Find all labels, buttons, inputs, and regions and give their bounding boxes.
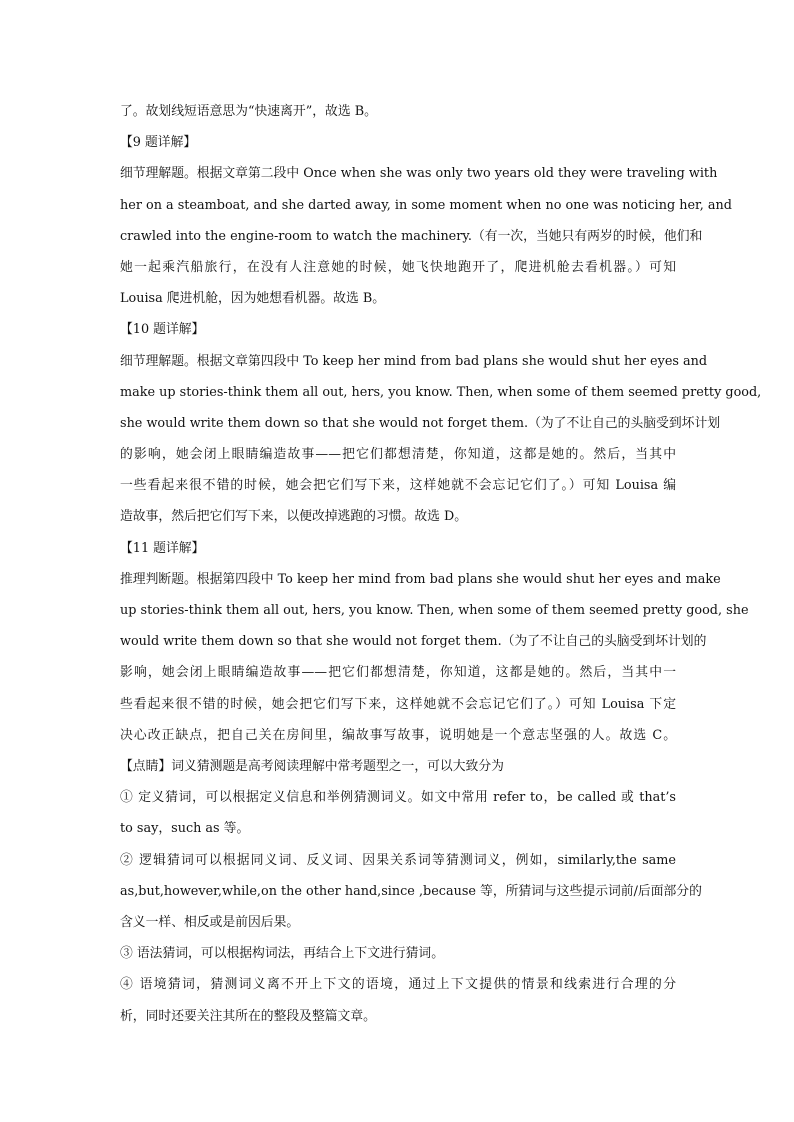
text-line: 影响，她会闭上眼睛编造故事——把它们都想清楚，你知道，这都是她的。然后，当其中一 [120,665,676,680]
text-line: Louisa 爬进机舱，因为她想看机器。故选 B。 [120,291,386,306]
text-line: 析，同时还要关注其所在的整段及整篇文章。 [120,1009,376,1024]
section-heading-q9: 【9 题详解】 [120,135,197,150]
text-line: make up stories-think them all out, hers, you know. Then, when some of them seemed pretty good, [120,385,762,400]
text-line: crawled into the engine-room to watch the machinery.（有一次，当她只有两岁的时候，他们和 [120,229,703,244]
section-heading-q10: 【10 题详解】 [120,322,205,337]
text-line: ③ 语法猜词，可以根据构词法，再结合上下文进行猜词。 [120,946,444,961]
text-line: ① 定义猜词，可以根据定义信息和举例猜测词义。如文中常用 refer to，be called 或 that’s [120,790,676,805]
text-line: she would write them down so that she would not forget them.（为了不让自己的头脑受到坏计划 [120,416,721,431]
text-line: would write them down so that she would not forget them.（为了不让自己的头脑受到坏计划的 [120,634,707,649]
text-line: 细节理解题。根据文章第四段中 To keep her mind from bad plans she would shut her eyes and [120,354,708,369]
text-line: up stories-think them all out, hers, you know. Then, when some of them seemed pretty good, she [120,603,749,618]
text-line: 含义一样、相反或是前因后果。 [120,915,300,930]
text-line: as,but,however,while,on the other hand,since ,because 等，所猜词与这些提示词前/后面部分的 [120,884,702,899]
section-heading-q11: 【11 题详解】 [120,541,205,556]
text-line: 细节理解题。根据文章第二段中 Once when she was only two years old they were traveling with [120,166,718,181]
text-line: 推理判断题。根据第四段中 To keep her mind from bad plans she would shut her eyes and make [120,572,721,587]
tip-heading: 【点睛】词义猜测题是高考阅读理解中常考题型之一，可以大致分为 [120,759,504,774]
text-line: 她一起乘汽船旅行，在没有人注意她的时候，她飞快地跑开了，爬进机舱去看机器。）可知 [120,260,676,275]
text-line: 一些看起来很不错的时候，她会把它们写下来，这样她就不会忘记它们了。）可知 Louisa 编 [120,478,676,493]
text-line: 了。故划线短语意思为“快速离开”，故选 B。 [120,104,377,119]
text-line: 的影响，她会闭上眼睛编造故事——把它们都想清楚，你知道，这都是她的。然后，当其中 [120,447,676,462]
text-line: ④ 语境猜词，猜测词义离不开上下文的语境，通过上下文提供的情景和线索进行合理的分 [120,977,676,992]
text-line: her on a steamboat, and she darted away, in some moment when no one was noticing her, and [120,198,732,213]
text-line: 决心改正缺点，把自己关在房间里，编故事写故事，说明她是一个意志坚强的人。故选 C。 [120,728,676,743]
text-line: 造故事，然后把它们写下来，以便改掉逃跑的习惯。故选 D。 [120,509,468,524]
text-line: ② 逻辑猜词可以根据同义词、反义词、因果关系词等猜测词义，例如，similarly,the same [120,853,676,868]
text-line: to say，such as 等。 [120,821,250,836]
text-line: 些看起来很不错的时候，她会把它们写下来，这样她就不会忘记它们了。）可知 Louisa 下定 [120,697,676,712]
